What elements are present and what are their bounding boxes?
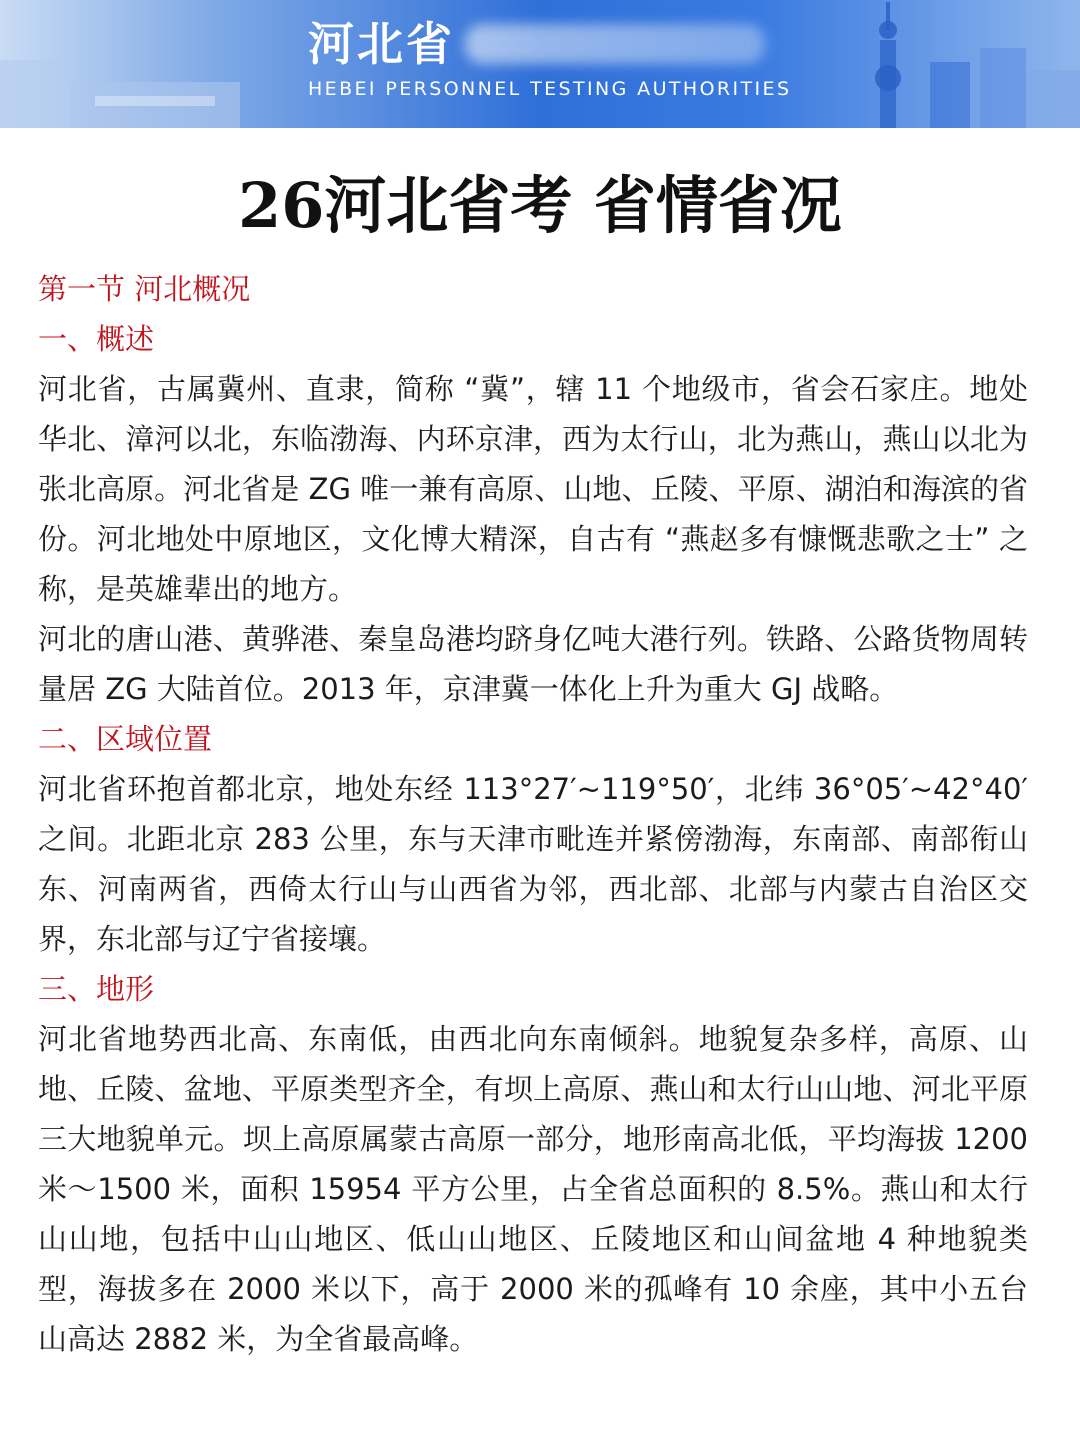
overview-paragraph-2: 河北的唐山港、黄骅港、秦皇岛港均跻身亿吨大港行列。铁路、公路货物周转量居 ZG 大陆首位。2013 年，京津冀一体化上升为重大 GJ 战略。 [38,622,1028,706]
building-right-3 [980,48,1026,128]
header-banner [0,0,1080,128]
building-right-4 [1030,70,1080,128]
article-body [38,264,1028,1364]
overview-paragraph-1: 河北省，古属冀州、直隶，简称 “冀”，辖 11 个地级市，省会石家庄。地处华北、漳河以北，东临渤海、内环京津，西为太行山，北为燕山，燕山以北为张北高原。河北省是 ZG 唯一兼有高原、山地、丘陵、平原、湖泊和海滨的省份。河北地处中原地区，文化博大精深，自古有 “燕赵多有慷慨悲歌之士” 之称，是英雄辈出的地方。 [38,372,1028,606]
banner-title-cn: 河北省 [308,17,455,71]
building-right-2 [930,62,970,128]
building-left-1 [0,60,60,128]
chapter-heading: 第一节 河北概况 [38,272,251,306]
section-heading-location: 二、区域位置 [38,722,213,756]
terrain-paragraph: 河北省地势西北高、东南低，由西北向东南倾斜。地貌复杂多样，高原、山地、丘陵、盆地、平原类型齐全，有坝上高原、燕山和太行山山地、河北平原三大地貌单元。坝上高原属蒙古高原一部分，地形南高北低，平均海拔 1200 米～1500 米，面积 15954 平方公里，占全省总面积的 8.5%。燕山和太行山山地，包括中山山地区、低山山地区、丘陵地区和山间盆地 4 种地貌类型，海拔多在 2000 米以下，高于 2000 米的孤峰有 10 余座，其中小五台山高达 2882 米，为全省最高峰。 [38,1022,1028,1356]
banner-title-en: HEBEI PERSONNEL TESTING AUTHORITIES [308,78,792,100]
section-heading-terrain: 三、地形 [38,972,155,1006]
banner-blurred-text [465,24,765,64]
tower-spire [886,2,890,30]
building-left-3 [95,96,215,106]
tower-sphere-mid [875,65,901,91]
banner-title-row [308,16,765,72]
location-paragraph: 河北省环抱首都北京，地处东经 113°27′~119°50′，北纬 36°05′~42°40′之间。北距北京 283 公里，东与天津市毗连并紧傍渤海，东南部、南部衔山东、河南两省，西倚太行山与山西省为邻，西北部、北部与内蒙古自治区交界，东北部与辽宁省接壤。 [38,772,1028,956]
section-heading-overview: 一、概述 [38,322,155,356]
page-title: 26河北省考 省情省况 [238,169,842,242]
